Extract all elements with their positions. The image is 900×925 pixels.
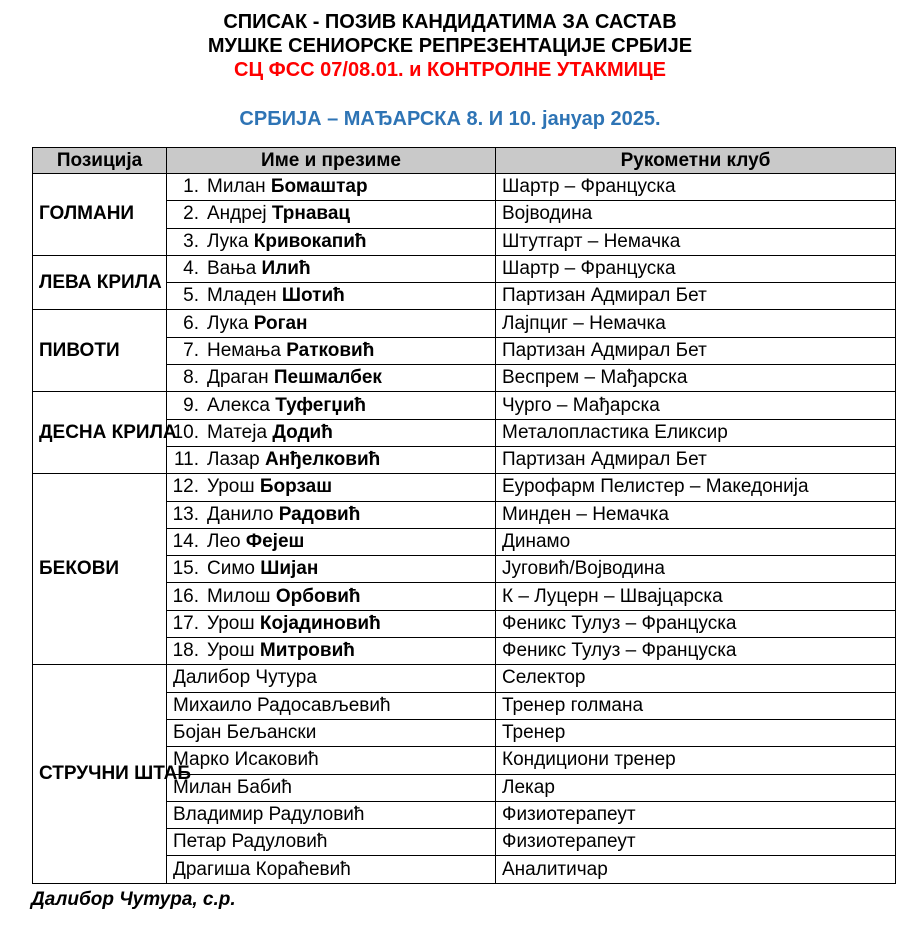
column-header-position: Позиција xyxy=(33,148,167,174)
roster-table xyxy=(32,147,896,884)
title-line-2: МУШКЕ СЕНИОРСКЕ РЕПРЕЗЕНТАЦИЈЕ СРБИЈЕ xyxy=(207,35,693,57)
position-group-label: ДЕСНА КРИЛА xyxy=(33,392,167,474)
name-cell xyxy=(167,774,496,801)
player-number: 1. xyxy=(183,176,199,198)
position-group-label: СТРУЧНИ ШТАБ xyxy=(33,665,167,883)
name-cell xyxy=(167,501,496,528)
player-first-name: Милош xyxy=(207,585,271,607)
player-surname: Пешмалбек xyxy=(273,367,382,389)
table-row xyxy=(33,665,896,692)
player-number: 2. xyxy=(183,203,199,225)
name-cell xyxy=(167,201,496,228)
player-number: 14. xyxy=(172,531,199,552)
club-cell: Еурофарм Пелистер – Македонија xyxy=(496,474,896,501)
club-cell: Чурго – Мађарска xyxy=(496,392,896,419)
club-cell: Минден – Немачка xyxy=(496,501,896,528)
name-cell xyxy=(167,829,496,856)
name-cell xyxy=(167,692,496,719)
name-cell xyxy=(167,801,496,828)
staff-name: Марко Исаковић xyxy=(173,749,319,771)
player-surname: Додић xyxy=(272,421,333,443)
staff-role-cell: Тренер голмана xyxy=(496,692,896,719)
player-number: 8. xyxy=(183,367,199,389)
player-surname: Анђелковић xyxy=(264,449,381,471)
player-first-name: Данило xyxy=(207,503,274,525)
player-surname: Туфегџић xyxy=(275,394,367,416)
player-first-name: Урош xyxy=(207,640,255,662)
staff-name: Петар Радуловић xyxy=(173,831,328,853)
player-first-name: Матеја xyxy=(207,421,268,443)
staff-role-cell: Лекар xyxy=(496,774,896,801)
table-row xyxy=(33,174,896,201)
staff-role-cell: Селектор xyxy=(496,665,896,692)
signature: Далибор Чутура, с.р. xyxy=(31,889,236,910)
staff-name: Далибор Чутура xyxy=(173,667,317,689)
name-cell xyxy=(167,310,496,337)
name-cell xyxy=(167,638,496,665)
player-first-name: Алекса xyxy=(207,394,270,416)
name-cell xyxy=(167,856,496,883)
player-number: 18. xyxy=(172,640,199,662)
player-first-name: Немања xyxy=(207,339,281,361)
staff-name: Милан Бабић xyxy=(173,776,292,798)
position-group-label: ЛЕВА КРИЛА xyxy=(33,255,167,310)
club-cell: Војводина xyxy=(496,201,896,228)
player-surname: Радовић xyxy=(278,503,361,525)
name-cell xyxy=(167,419,496,446)
title-line-1: СПИСАК - ПОЗИВ КАНДИДАТИМА ЗА САСТАВ xyxy=(223,11,677,33)
name-cell xyxy=(167,228,496,255)
player-surname: Трнавац xyxy=(271,203,351,225)
club-cell: К – Луцерн – Швајцарска xyxy=(496,583,896,610)
player-surname: Којадиновић xyxy=(259,612,381,634)
staff-name: Михаило Радосављевић xyxy=(173,694,391,716)
player-first-name: Симо xyxy=(207,558,255,580)
name-cell xyxy=(167,365,496,392)
player-first-name: Урош xyxy=(207,612,255,634)
table-row xyxy=(33,255,896,282)
table-row xyxy=(33,392,896,419)
player-first-name: Драган xyxy=(207,367,269,389)
player-number: 13. xyxy=(172,503,199,525)
staff-role-cell: Физиотерапеут xyxy=(496,829,896,856)
name-cell xyxy=(167,610,496,637)
player-first-name: Лазар xyxy=(207,449,260,471)
player-number: 3. xyxy=(183,230,199,252)
player-surname: Шијан xyxy=(260,558,319,580)
player-surname: Фејеш xyxy=(245,531,305,552)
player-number: 7. xyxy=(183,339,199,361)
name-cell xyxy=(167,392,496,419)
staff-role-cell: Аналитичар xyxy=(496,856,896,883)
staff-role-cell: Физиотерапеут xyxy=(496,801,896,828)
player-number: 5. xyxy=(183,285,199,307)
position-group-label: БЕКОВИ xyxy=(33,474,167,665)
player-number: 11. xyxy=(173,449,199,471)
staff-role-cell: Тренер xyxy=(496,719,896,746)
player-surname: Ратковић xyxy=(286,339,375,361)
club-cell: Шартр – Француска xyxy=(496,174,896,201)
club-cell: Партизан Адмирал Бет xyxy=(496,446,896,473)
player-first-name: Лео xyxy=(207,531,241,552)
player-first-name: Младен xyxy=(207,285,277,307)
player-surname: Шотић xyxy=(281,285,345,307)
staff-name: Бојан Бељански xyxy=(173,722,317,744)
club-cell: Штутгарт – Немачка xyxy=(496,228,896,255)
player-number: 4. xyxy=(183,258,199,280)
player-number: 17. xyxy=(172,612,199,634)
player-first-name: Урош xyxy=(207,476,255,498)
table-header-row xyxy=(33,148,896,174)
player-number: 10. xyxy=(172,421,199,443)
player-first-name: Милан xyxy=(207,176,266,198)
player-surname: Орбовић xyxy=(275,585,361,607)
player-first-name: Вања xyxy=(207,258,257,280)
club-cell: Феникс Тулуз – Француска xyxy=(496,610,896,637)
club-cell: Југовић/Војводина xyxy=(496,556,896,583)
player-surname: Бомаштар xyxy=(270,176,368,198)
player-number: 9. xyxy=(183,394,199,416)
club-cell: Феникс Тулуз – Француска xyxy=(496,638,896,665)
subtitle-event: СЦ ФСС 07/08.01. и КОНТРОЛНЕ УТАКМИЦЕ xyxy=(234,59,666,81)
club-cell: Партизан Адмирал Бет xyxy=(496,283,896,310)
player-surname: Борзаш xyxy=(259,476,333,498)
player-surname: Роган xyxy=(253,312,308,334)
club-cell: Шартр – Француска xyxy=(496,255,896,282)
column-header-name: Име и презиме xyxy=(167,148,496,174)
position-group-label: ПИВОТИ xyxy=(33,310,167,392)
player-surname: Илић xyxy=(261,258,311,280)
name-cell xyxy=(167,583,496,610)
table-row xyxy=(33,310,896,337)
name-cell xyxy=(167,528,496,555)
player-first-name: Андреј xyxy=(207,203,267,225)
roster-body xyxy=(33,174,896,884)
name-cell xyxy=(167,719,496,746)
name-cell xyxy=(167,446,496,473)
player-number: 12. xyxy=(172,476,199,498)
staff-name: Владимир Радуловић xyxy=(173,803,365,825)
name-cell xyxy=(167,474,496,501)
club-cell: Партизан Адмирал Бет xyxy=(496,337,896,364)
staff-role-cell: Кондициони тренер xyxy=(496,747,896,774)
name-cell xyxy=(167,283,496,310)
column-header-club: Рукометни клуб xyxy=(496,148,896,174)
player-surname: Кривокапић xyxy=(253,230,367,252)
table-row xyxy=(33,474,896,501)
club-cell: Динамо xyxy=(496,528,896,555)
name-cell xyxy=(167,255,496,282)
player-number: 15. xyxy=(172,558,199,580)
name-cell xyxy=(167,174,496,201)
subtitle-match: СРБИЈА – МАЂАРСКА 8. И 10. јануар 2025. xyxy=(239,108,661,130)
club-cell: Веспрем – Мађарска xyxy=(496,365,896,392)
club-cell: Лајпциг – Немачка xyxy=(496,310,896,337)
player-first-name: Лука xyxy=(207,312,249,334)
staff-name: Драгиша Кораћевић xyxy=(173,858,351,880)
player-number: 16. xyxy=(172,585,199,607)
player-surname: Митровић xyxy=(259,640,355,662)
player-first-name: Лука xyxy=(207,230,249,252)
name-cell xyxy=(167,665,496,692)
name-cell xyxy=(167,556,496,583)
name-cell xyxy=(167,747,496,774)
name-cell xyxy=(167,337,496,364)
club-cell: Металопластика Еликсир xyxy=(496,419,896,446)
position-group-label: ГОЛМАНИ xyxy=(33,174,167,256)
player-number: 6. xyxy=(183,312,199,334)
